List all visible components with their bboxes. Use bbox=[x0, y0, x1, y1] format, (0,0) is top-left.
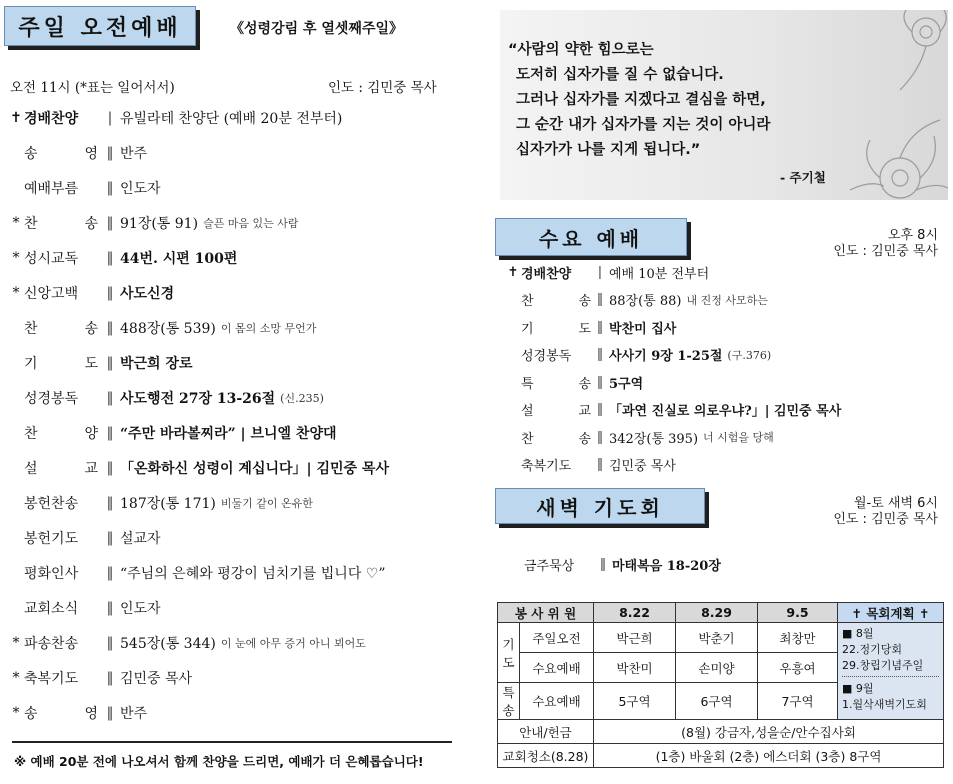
order-label: 경배찬양 bbox=[24, 111, 79, 127]
order-value: 488장(통 539) bbox=[120, 321, 216, 337]
dawn-meditation-label: 금주묵상 bbox=[524, 558, 575, 574]
order-mark: * bbox=[12, 635, 20, 651]
order-value: 5구역 bbox=[609, 376, 644, 392]
order-value: 44번. 시편 100편 bbox=[120, 251, 238, 267]
order-value: 인도자 bbox=[120, 601, 161, 617]
order-row bbox=[505, 289, 945, 311]
order-separator: ‖ bbox=[596, 457, 604, 472]
order-label: 송 영 bbox=[24, 706, 98, 722]
order-note: (신.235) bbox=[280, 392, 324, 405]
order-row bbox=[8, 246, 448, 270]
quote-line: 그 순간 내가 십자가를 지는 것이 아니라 bbox=[516, 117, 771, 133]
table-header-committee: 봉 사 위 원 bbox=[498, 603, 594, 623]
sunday-title: 주일 오전예배 bbox=[4, 6, 196, 46]
row-label: 주일오전 bbox=[520, 623, 594, 653]
plan-line: 1.월삭새벽기도회 bbox=[842, 698, 927, 711]
guide-label: 안내/헌금 bbox=[498, 720, 594, 744]
table-cell: 박찬미 bbox=[594, 653, 676, 683]
order-label: 기 도 bbox=[521, 321, 591, 337]
order-value: 「온화하신 성령이 계십니다」| 김민중 목사 bbox=[120, 461, 389, 477]
dawn-meditation-sep: ‖ bbox=[599, 556, 607, 572]
order-row bbox=[8, 351, 448, 375]
order-separator: ‖ bbox=[596, 429, 604, 445]
plan-title: ✝ 목회계획 ✝ bbox=[838, 603, 944, 623]
order-row bbox=[8, 211, 448, 235]
quote-author: - 주기철 bbox=[780, 170, 826, 185]
order-label: 예배부름 bbox=[24, 181, 79, 197]
table-cell: 7구역 bbox=[758, 683, 838, 720]
order-separator: ‖ bbox=[106, 425, 114, 441]
order-row bbox=[505, 371, 945, 393]
order-mark: * bbox=[12, 285, 20, 301]
order-separator: ‖ bbox=[106, 460, 114, 476]
order-mark: ✝ bbox=[10, 110, 22, 126]
table-cell: 우흥여 bbox=[758, 653, 838, 683]
wednesday-leader: 인도 : 김민중 목사 bbox=[833, 244, 938, 259]
clean-label: 교회청소(8.28) bbox=[498, 744, 594, 768]
order-value: “주만 바라볼찌라” | 브니엘 찬양대 bbox=[120, 426, 337, 442]
order-row bbox=[505, 426, 945, 448]
service-table bbox=[497, 602, 944, 768]
order-separator: ‖ bbox=[106, 390, 114, 406]
special-label: 특송 bbox=[498, 683, 520, 720]
order-label: 설 교 bbox=[24, 461, 98, 477]
order-separator: ‖ bbox=[106, 705, 114, 721]
flower-illustration-icon bbox=[840, 10, 948, 200]
guide-value: (8월) 강금자,성을순/안수집사회 bbox=[594, 720, 944, 744]
order-separator: ‖ bbox=[106, 495, 114, 511]
order-label: 경배찬양 bbox=[521, 266, 572, 282]
order-mark: * bbox=[12, 215, 20, 231]
order-separator: ‖ bbox=[106, 285, 114, 301]
order-row bbox=[8, 281, 448, 305]
sunday-time: 오전 11시 (*표는 일어서서) bbox=[10, 80, 175, 96]
order-separator: ‖ bbox=[106, 355, 114, 371]
order-row bbox=[505, 316, 945, 338]
order-separator: ‖ bbox=[106, 250, 114, 266]
plan-line: 22.정기당회 bbox=[842, 643, 902, 656]
sunday-leader: 인도 : 김민중 목사 bbox=[328, 80, 437, 96]
order-label: 성시교독 bbox=[24, 251, 79, 267]
order-value: 반주 bbox=[120, 706, 148, 722]
order-value: 김민중 목사 bbox=[120, 671, 193, 687]
table-cell: 최창만 bbox=[758, 623, 838, 653]
order-label: 교회소식 bbox=[24, 601, 79, 617]
order-row bbox=[8, 176, 448, 200]
table-header-date: 9.5 bbox=[758, 603, 838, 623]
order-value: 91장(통 91) bbox=[120, 216, 199, 232]
plan-line: ■ 8월 bbox=[842, 627, 874, 640]
sunday-footer-note: ※ 예배 20분 전에 나오셔서 함께 찬양을 드리면, 예배가 더 은혜롭습니다! bbox=[14, 754, 424, 769]
order-row bbox=[8, 666, 448, 690]
order-label: 찬 송 bbox=[24, 216, 98, 232]
order-note: 이 눈에 아무 증거 아니 뵈어도 bbox=[220, 637, 366, 650]
order-label: 봉헌찬송 bbox=[24, 496, 79, 512]
order-row bbox=[8, 631, 448, 655]
order-value: 박찬미 집사 bbox=[609, 321, 677, 337]
order-separator: ‖ bbox=[106, 320, 114, 336]
order-row bbox=[8, 386, 448, 410]
plan-cell bbox=[838, 623, 944, 720]
wednesday-title: 수요 예배 bbox=[495, 218, 687, 256]
order-separator: ‖ bbox=[596, 292, 604, 307]
order-label: 송 영 bbox=[24, 146, 98, 162]
order-separator: ‖ bbox=[106, 600, 114, 616]
order-label: 찬 송 bbox=[521, 294, 591, 309]
order-separator: ‖ bbox=[106, 635, 114, 651]
order-mark: ✝ bbox=[507, 264, 519, 280]
order-label: 설 교 bbox=[521, 404, 591, 419]
order-label: 축복기도 bbox=[24, 671, 79, 687]
order-label: 신앙고백 bbox=[24, 286, 79, 302]
order-label: 특 송 bbox=[521, 376, 591, 392]
order-value: 예배 10분 전부터 bbox=[609, 266, 710, 282]
order-note: 이 몸의 소망 무언가 bbox=[220, 322, 317, 335]
dawn-time: 월-토 새벽 6시 bbox=[853, 496, 938, 511]
order-row bbox=[8, 141, 448, 165]
order-mark: * bbox=[12, 670, 20, 686]
order-label: 봉헌기도 bbox=[24, 531, 79, 547]
order-label: 평화인사 bbox=[24, 566, 79, 582]
order-value: 반주 bbox=[120, 146, 148, 162]
quote-line: 그러나 십자가를 지겠다고 결심을 하면, bbox=[516, 92, 766, 108]
quote-line: 도저히 십자가를 질 수 없습니다. bbox=[516, 67, 724, 83]
order-label: 찬 송 bbox=[24, 321, 98, 337]
order-row bbox=[8, 596, 448, 620]
order-separator: ‖ bbox=[106, 145, 114, 161]
order-value: 인도자 bbox=[120, 181, 161, 197]
plan-line: 29.창립기념주일 bbox=[842, 657, 939, 677]
footer-divider bbox=[12, 741, 452, 743]
order-row bbox=[8, 421, 448, 445]
order-note: 비둘기 같이 온유한 bbox=[220, 497, 313, 510]
order-row bbox=[505, 399, 945, 421]
quote-line: “사람의 약한 힘으로는 bbox=[508, 42, 654, 58]
order-separator: ‖ bbox=[106, 670, 114, 686]
quote-line: 십자가가 나를 지게 됩니다.” bbox=[516, 142, 701, 158]
order-row bbox=[8, 316, 448, 340]
order-separator: ‖ bbox=[596, 374, 604, 390]
order-label: 찬 양 bbox=[24, 426, 98, 442]
clean-value: (1층) 바울회 (2층) 에스더회 (3층) 8구역 bbox=[594, 744, 944, 768]
sunday-subtitle: 《성령강림 후 열셋째주일》 bbox=[230, 21, 403, 37]
quote-box bbox=[500, 10, 948, 200]
table-cell: 박춘기 bbox=[676, 623, 758, 653]
dawn-meditation-value: 마태복음 18-20장 bbox=[612, 558, 721, 574]
order-mark: * bbox=[12, 250, 20, 266]
order-separator: | bbox=[107, 110, 113, 126]
wednesday-time: 오후 8시 bbox=[887, 228, 938, 243]
order-value: 박근희 장로 bbox=[120, 356, 193, 372]
table-cell: 손미양 bbox=[676, 653, 758, 683]
order-value: 342장(통 395) bbox=[609, 431, 699, 447]
table-cell: 5구역 bbox=[594, 683, 676, 720]
order-value: 88장(통 88) bbox=[609, 294, 682, 309]
order-separator: ‖ bbox=[106, 215, 114, 231]
dawn-leader: 인도 : 김민중 목사 bbox=[833, 512, 938, 527]
row-label: 수요예배 bbox=[520, 653, 594, 683]
order-row bbox=[8, 701, 448, 725]
order-label: 기 도 bbox=[24, 356, 98, 372]
order-value: 사사기 9장 1-25절 bbox=[609, 349, 723, 364]
order-separator: ‖ bbox=[106, 530, 114, 546]
order-note: 내 진정 사모하는 bbox=[686, 293, 768, 307]
table-cell: 6구역 bbox=[676, 683, 758, 720]
row-label: 수요예배 bbox=[520, 683, 594, 720]
order-label: 성경봉독 bbox=[521, 349, 572, 364]
order-row bbox=[8, 561, 448, 585]
plan-line: ■ 9월 bbox=[842, 682, 874, 695]
order-value: 유빌라테 찬양단 (예배 20분 전부터) bbox=[120, 111, 343, 127]
table-cell: 박근희 bbox=[594, 623, 676, 653]
order-value: 김민중 목사 bbox=[609, 459, 676, 474]
order-separator: ‖ bbox=[596, 319, 604, 335]
order-value: 545장(통 344) bbox=[120, 636, 216, 652]
order-mark: * bbox=[12, 705, 20, 721]
order-value: 187장(통 171) bbox=[120, 496, 216, 512]
order-separator: ‖ bbox=[106, 180, 114, 196]
order-row bbox=[8, 526, 448, 550]
order-value: 설교자 bbox=[120, 531, 161, 547]
order-value: “주님의 은혜와 평강이 넘치기를 빕니다 ♡” bbox=[120, 566, 386, 582]
order-note: (구.376) bbox=[727, 348, 772, 362]
order-row bbox=[505, 344, 945, 366]
order-value: 사도신경 bbox=[120, 286, 175, 302]
order-separator: ‖ bbox=[106, 565, 114, 581]
order-note: 슬픈 마음 있는 사람 bbox=[203, 217, 299, 230]
order-row bbox=[8, 456, 448, 480]
table-header-date: 8.29 bbox=[676, 603, 758, 623]
order-label: 축복기도 bbox=[521, 459, 572, 474]
order-row bbox=[505, 261, 945, 283]
order-label: 파송찬송 bbox=[24, 636, 79, 652]
prayer-label: 기도 bbox=[498, 623, 520, 683]
order-label: 찬 송 bbox=[521, 431, 591, 447]
table-header-date: 8.22 bbox=[594, 603, 676, 623]
order-separator: ‖ bbox=[596, 402, 604, 417]
order-value: 「과연 진실로 의로우냐?」| 김민중 목사 bbox=[609, 404, 842, 419]
dawn-title: 새벽 기도회 bbox=[495, 488, 705, 524]
order-row bbox=[8, 106, 448, 130]
order-separator: | bbox=[597, 264, 603, 280]
order-row bbox=[8, 491, 448, 515]
order-value: 사도행전 27장 13-26절 bbox=[120, 391, 276, 407]
order-note: 너 시험을 당해 bbox=[703, 431, 774, 444]
order-row bbox=[505, 454, 945, 476]
order-separator: ‖ bbox=[596, 347, 604, 362]
dawn-meditation-row bbox=[524, 553, 953, 575]
order-label: 성경봉독 bbox=[24, 391, 79, 407]
